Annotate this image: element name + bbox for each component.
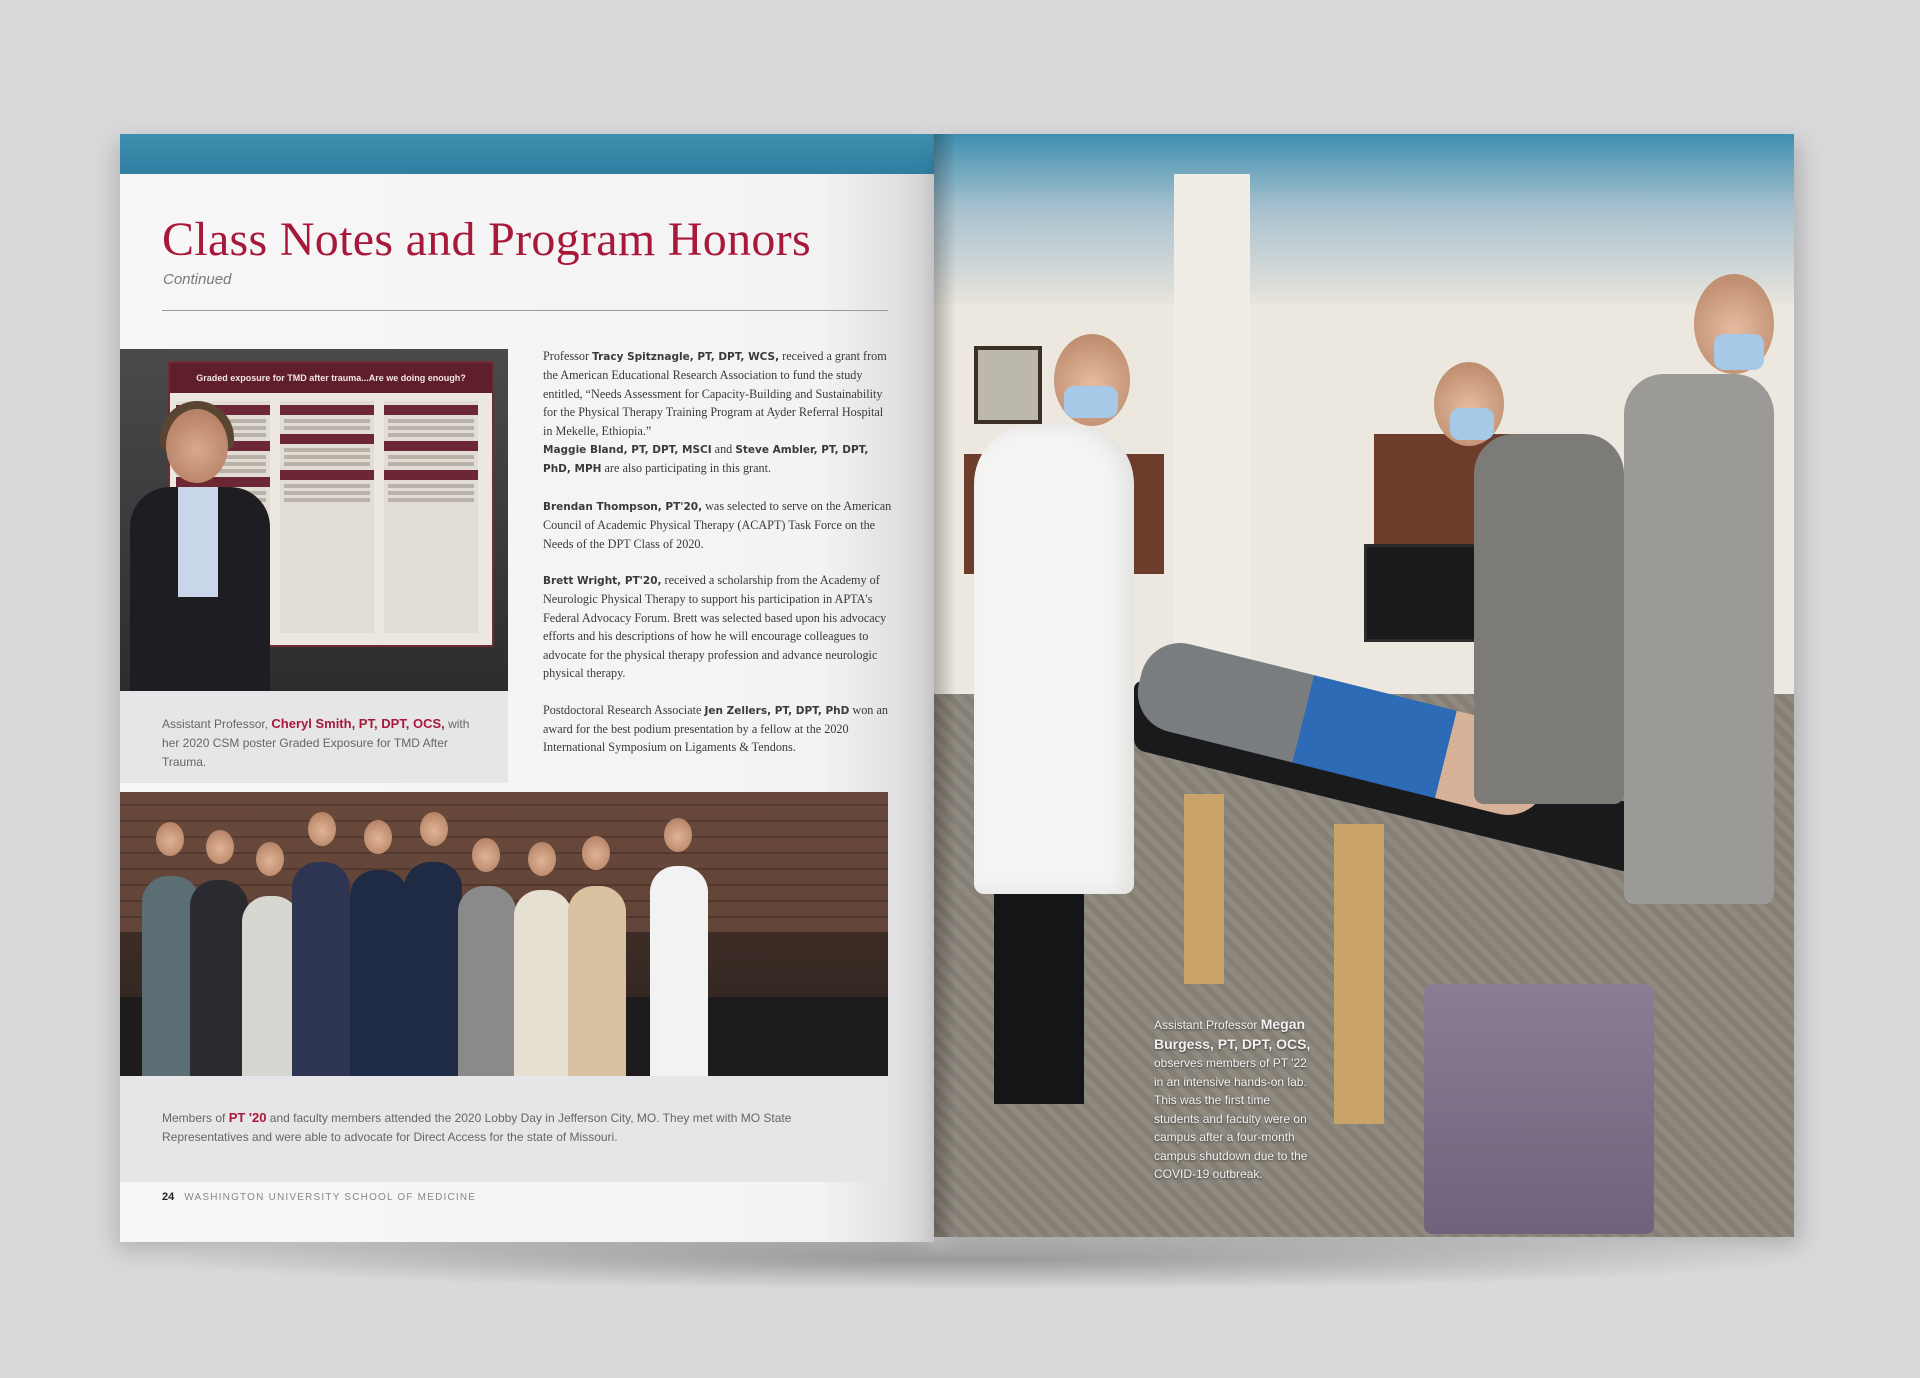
poster-header: Graded exposure for TMD after trauma...Are we doing enough? [170,363,492,393]
page-title: Class Notes and Program Honors [162,213,811,266]
caption-name: Megan Burgess, PT, DPT, OCS, [1154,1016,1311,1052]
presenter-figure [126,401,276,691]
footer-institution: WASHINGTON UNIVERSITY SCHOOL OF MEDICINE [184,1192,477,1203]
paragraph-award: Postdoctoral Research Associate Jen Zellers, PT, DPT, PhD won an award for the best podium presentation by a fellow at the 2020 International Symposium on Ligaments & Tendons. [543,702,888,755]
computer-monitor [1364,544,1490,642]
left-page [120,134,934,1242]
group-caption: Members of PT '20 and faculty members attended the 2020 Lobby Day in Jefferson City, MO. They met with MO State Representatives and were able to advocate for Direct Access for the state of Missouri. [162,1110,792,1144]
towel [1424,984,1654,1234]
poster-column [384,401,478,633]
photo-caption: Assistant Professor Megan Burgess, PT, DPT, OCS, observes members of PT '22 in an intensive hands-on lab. This was the first time students and faculty were on campus after a four-month campus shutdown due to the COVID-19 outbreak. [1154,1016,1311,1181]
page-number: 24 [162,1191,175,1203]
title-divider [162,310,888,311]
paragraph-taskforce: Brendan Thompson, PT'20, was selected to serve on the American Council of Academic Physical Therapy (ACAPT) Task Force on the Needs of the DPT Class of 2020. [543,498,892,551]
professor-figure [974,424,1134,894]
page-footer [162,1191,476,1203]
caption-highlight-name: Cheryl Smith, PT, DPT, OCS, [271,716,445,731]
poster-caption-box [120,691,508,783]
poster-photo [120,349,508,691]
wall-frame [974,346,1042,424]
group-caption-box [120,1076,888,1182]
paragraph-scholarship: Brett Wright, PT'20, received a scholarship from the Academy of Neurologic Physical Therapy to support his participation in APTA's Federal Advocacy Forum. Brett was selected based upon his advocacy efforts and his descriptions of how he will encourage colleagues to advocate for the physical therapy profession and advance neurologic physical therapy. [543,573,887,681]
group-photo [120,792,888,1076]
caption-highlight-class: PT '20 [228,1110,267,1125]
page-subtitle: Continued [163,271,232,288]
poster-column [280,401,374,633]
poster-caption: Assistant Professor, Cheryl Smith, PT, DPT, OCS, with her 2020 CSM poster Graded Exposure for TMD After Trauma. [162,716,470,769]
paragraph-grant: Professor Tracy Spitznagle, PT, DPT, WCS, received a grant from the American Educational Research Association to fund the study entitled, “Needs Assessment for Capacity-Building and Sustainability for the Physical Therapy Training Program at Ayder Referral Hospital in Mekelle, Ethiopia.” Maggie Bland, PT, DPT, MSCI and Steve Ambler, PT, DPT, PhD, MPH are also participating in this grant. [543,349,887,476]
right-page-photo [934,134,1794,1237]
body-text [543,347,895,775]
header-band [120,134,934,174]
